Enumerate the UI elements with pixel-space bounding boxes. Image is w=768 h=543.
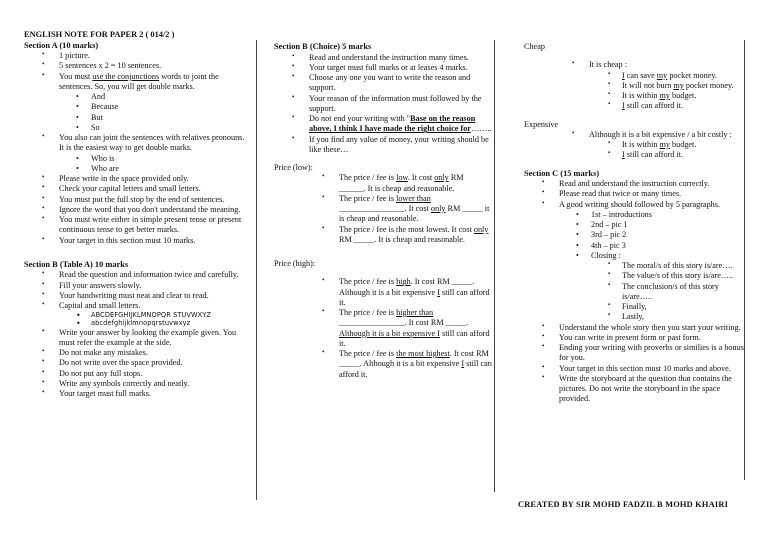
paragraph-list (524, 210, 746, 261)
list-item: ▪ Finally, (524, 302, 746, 312)
list-item: • Read the question and information twice and carefully. (24, 270, 246, 280)
section-c-list-2 (524, 323, 746, 405)
list-item: • It is cheap : (554, 60, 746, 70)
list-item: • 3rd – pic 2 (524, 230, 746, 240)
cheap-list (524, 71, 746, 112)
column-divider-2 (494, 40, 495, 492)
list-item: • You must put the full stop by the end of sentences. (24, 195, 246, 205)
list-item: • Ignore the word that you don't understand the meaning. (24, 205, 246, 215)
end-prefix: Do not end your writing with " (309, 114, 411, 123)
list-item: • If you find any value of money, your writing should be like these… (274, 135, 492, 156)
price-low-label: Price (low): (274, 163, 313, 172)
conjunction-list (24, 92, 246, 133)
list-item: • But (24, 113, 246, 123)
expensive-intro-list (554, 130, 746, 140)
cheap-label: Cheap (524, 42, 545, 51)
section-a-list-2 (24, 174, 246, 246)
alphabet-lower: • abcdefghijklmnopqrstuvwxyz (24, 319, 246, 327)
price-high-list (304, 277, 492, 380)
section-c-heading: Section C (15 marks) (524, 168, 600, 178)
list-item (274, 114, 492, 135)
list-item: • Write the storyboard at the question that contains the pictures. Do not write the storyboard in the space provided. (524, 374, 746, 405)
list-item: • Write your answer by looking the example given. You must refer the example at the side. (24, 328, 246, 349)
end-suffix: …….. (470, 124, 492, 134)
list-item: ▪ I still can afford it. (524, 150, 746, 160)
list-item: • You can write in present form or past form. (524, 333, 746, 343)
footer-credit: CREATED BY SIR MOHD FADZIL B MOHD KHAIRI (518, 500, 729, 509)
relatives-list (24, 154, 246, 175)
section-b-table-list-2 (24, 328, 246, 400)
list-item: ▪ It is within my budget. (524, 91, 746, 101)
list-item: • Read and understand the instruction correctly. (524, 179, 746, 189)
list-item: • 1 picture. (24, 51, 246, 61)
list-item: • A good writing should followed by 5 paragraphs. (524, 200, 746, 210)
section-b-table-heading: Section B (Table A) 10 marks (24, 259, 129, 269)
list-item: • Understand the whole story then you start your writing. (524, 323, 746, 333)
end-phrase: Base on the reason above, I think I have made the right choice for (309, 114, 476, 134)
list-item: • Please write in the space provided only. (24, 174, 246, 184)
section-b-table-list (24, 270, 246, 311)
alphabet-upper: • ABCDEFGHIJKLMNOPQR STUVWXYZ (24, 311, 246, 319)
column-3 (524, 42, 746, 405)
section-b-choice-heading: Section B (Choice) 5 marks (274, 42, 372, 51)
list-item: ▪ The moral/s of this story is/are…. (524, 261, 746, 271)
list-item: ▪ It is within my budget. (524, 140, 746, 150)
list-item: ▪ I can save my pocket money. (524, 71, 746, 81)
list-item: • Who are (24, 164, 246, 174)
list-item: • Fill your answers slowly. (24, 281, 246, 291)
list-item: • Please read that twice or many times. (524, 189, 746, 199)
list-item: ▪ It will not burn my pocket money. (524, 81, 746, 91)
list-item: • The price / fee is higher than ________________. It cost RM _____. Although it is a bit expensive I still can afford it. (304, 308, 492, 349)
price-high-label: Price (high): (274, 259, 316, 268)
relatives-intro-list (24, 133, 246, 154)
list-item: • 2nd – pic 1 (524, 220, 746, 230)
page-title: ENGLISH NOTE FOR PAPER 2 ( 014/2 ) (24, 30, 175, 39)
list-item: • 5 sentences x 2 = 10 sentences. (24, 61, 246, 71)
cheap-intro-list (554, 60, 746, 70)
list-item: • Ending your writing with proverbs or similies is a bonus for you. (524, 343, 746, 364)
section-c-list (524, 179, 746, 210)
list-item: • Do not write over the space provided. (24, 358, 246, 368)
expensive-list (524, 140, 746, 161)
list-item: • So (24, 123, 246, 133)
list-item: • You also can joint the sentences with relatives pronouns. It is the easiest way to get double marks. (24, 133, 246, 154)
list-item: • The price / fee is high. It cost RM _____. Although it is a bit expensive I still can afford it. (304, 277, 492, 308)
list-item: • Because (24, 102, 246, 112)
list-item: • The price / fee is the most lowest. It cost only RM _____. It is cheap and reasonable. (304, 225, 492, 246)
list-item: • Write any symbols correctly and neatly. (24, 379, 246, 389)
price-low-list (304, 173, 492, 245)
list-item: • The price / fee is the most highest. It cost RM _____. Although it is a bit expensive I still can afford it. (304, 349, 492, 380)
section-b-choice-list (274, 53, 492, 156)
list-item: • Your handwriting must neat and clear to read. (24, 291, 246, 301)
column-2 (274, 42, 492, 380)
column-1 (24, 30, 246, 399)
list-item: • The price / fee is low. It cost only RM ______. It is cheap and reasonable. (304, 173, 492, 194)
list-item: • Closing : (524, 251, 746, 261)
list-item: • Capital and small letters. (24, 301, 246, 311)
list-item: • Check your capital letters and small letters. (24, 184, 246, 194)
closing-list (524, 261, 746, 323)
section-a-list (24, 51, 246, 92)
list-item: • Choose any one you want to write the reason and support. (274, 73, 492, 94)
list-item: • Do not make any mistakes. (24, 348, 246, 358)
list-item: • The price / fee is lower than ________________. It cost only RM _____ it is cheap and reasonable. (304, 194, 492, 225)
list-item: • Your target must full marks or at leases 4 marks. (274, 63, 492, 73)
list-item: • Your target must full marks. (24, 389, 246, 399)
list-item: • 4th – pic 3 (524, 241, 746, 251)
column-divider-1 (256, 40, 257, 500)
list-item: • Your target in this section must 10 marks and above. (524, 364, 746, 374)
list-item: • And (24, 92, 246, 102)
expensive-label: Expensive (524, 119, 559, 129)
list-item: • Your target in this section must 10 marks. (24, 236, 246, 246)
list-item: • You must write either in simple present tense or present continuous tense to get better marks. (24, 215, 246, 236)
list-item: ▪ The conclusion/s of this story is/are….. (524, 282, 746, 303)
list-item: • Do not put any full stops. (24, 369, 246, 379)
list-item: • You must use the conjunctions words to joint the sentences. So, you will get double marks. (24, 72, 246, 93)
list-item: ▪ Lastly, (524, 312, 746, 322)
section-a-heading: Section A (10 marks) (24, 40, 99, 50)
alphabet-list (24, 311, 246, 327)
list-item: • 1st – introductions (524, 210, 746, 220)
list-item: ▪ The value/s of this story is/are….. (524, 271, 746, 281)
list-item: • Read and understand the instruction many times. (274, 53, 492, 63)
list-item: ▪ I still can afford it. (524, 101, 746, 111)
list-item: • Although it is a bit expensive / a bit costly : (554, 130, 746, 140)
list-item: • Who is (24, 154, 246, 164)
list-item: • Your reason of the information must followed by the support. (274, 94, 492, 115)
